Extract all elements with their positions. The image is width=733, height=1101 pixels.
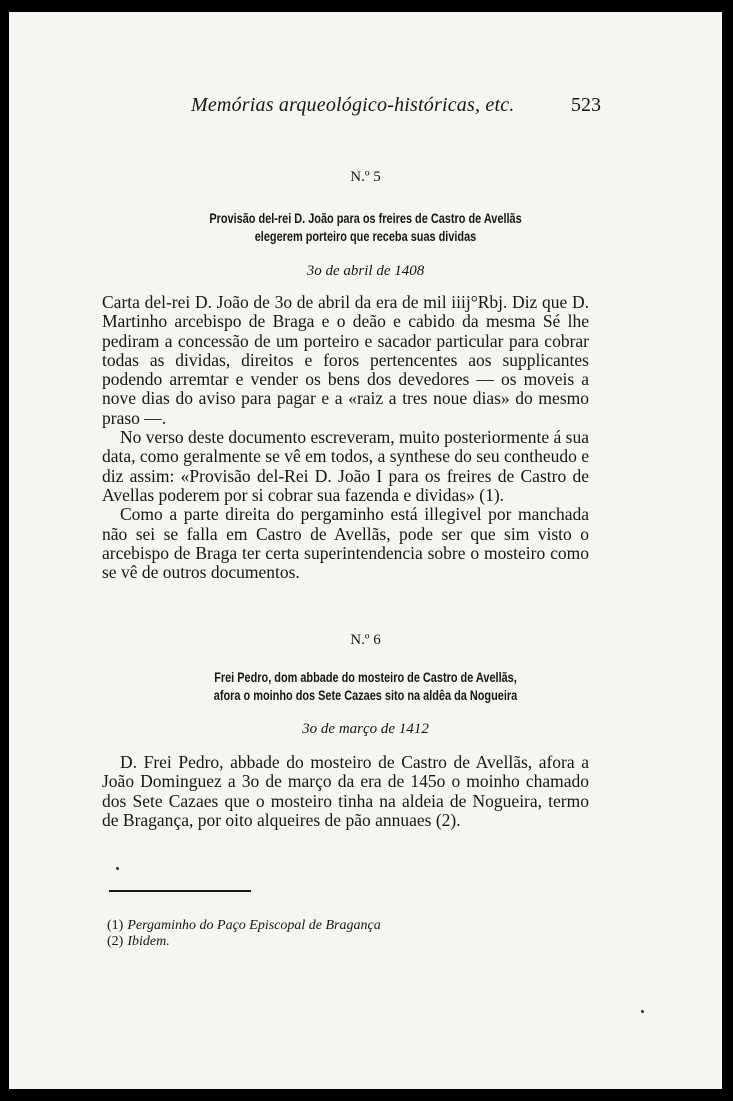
body-paragraph: Como a parte direita do pergaminho está illegivel por manchada não sei se falla em Castro de Avellãs, pode ser que sim visto o arcebispo de Braga ter certa superintendencia sobre o mosteiro como se vê de outros documentos. [102, 504, 589, 583]
ink-speck [641, 1010, 644, 1013]
document-title-line: Provisão del-rei D. João para os freires de Castro de Avellãs [209, 210, 522, 226]
page-number: 523 [571, 94, 601, 116]
document-body [102, 293, 589, 582]
footnote-rule [109, 890, 251, 892]
document-date: 3o de março de 1412 [302, 721, 429, 737]
running-header [191, 94, 601, 124]
document-number: N.º 5 [350, 169, 381, 185]
ink-speck [116, 867, 119, 870]
body-paragraph: No verso deste documento escreveram, muito posteriormente á sua data, como geralmente se vê em todos, a synthese do seu contheudo e diz assim: «Provisão del-Rei D. João I para os freires de Castro de Avellas poderem por si cobrar sua fazenda e dividas» (1). [102, 427, 589, 505]
document-body [102, 753, 589, 830]
body-paragraph: Carta del-rei D. João de 3o de abril da era de mil iiij°Rbj. Diz que D. Martinho arcebispo de Braga e o deão e cabido da mesma Sé lhe pediram a concessão de um porteiro e sacador particular para cobrar todas as dividas, direitos e foros pertencentes aos supplicantes podendo arremtar e vender os bens dos devedores — os moveis a nove dias do aviso para pagar e a «raiz a tres noue dias» do mesmo praso —. [102, 292, 589, 428]
document-title-line: elegerem porteiro que receba suas dividas [254, 228, 477, 244]
document-number: N.º 6 [350, 632, 381, 648]
document-title [87, 209, 643, 245]
footnote-mark: (2) [107, 934, 124, 949]
footnotes [107, 918, 527, 950]
document-date: 3o de abril de 1408 [306, 263, 425, 279]
running-title: Memórias arqueológico-históricas, etc. [191, 94, 515, 116]
document-title-line: Frei Pedro, dom abbade do mosteiro de Castro de Avellãs, [214, 669, 517, 685]
book-page [9, 12, 722, 1089]
document-title [87, 668, 643, 704]
footnote-mark: (1) [107, 918, 124, 933]
footnote [107, 934, 527, 950]
footnote [107, 918, 527, 934]
body-paragraph: D. Frei Pedro, abbade do mosteiro de Castro de Avellãs, afora a João Dominguez a 3o de março da era de 145o o moinho chamado dos Sete Cazaes que o mosteiro tinha na aldeia de Nogueira, termo de Bragança, por oito alqueires de pão annuaes (2). [102, 752, 589, 830]
document-title-line: afora o moinho dos Sete Cazaes sito na aldêa da Nogueira [213, 687, 518, 703]
footnote-text: Pergaminho do Paço Episcopal de Bragança [127, 918, 381, 933]
footnote-text: Ibidem. [127, 934, 170, 949]
